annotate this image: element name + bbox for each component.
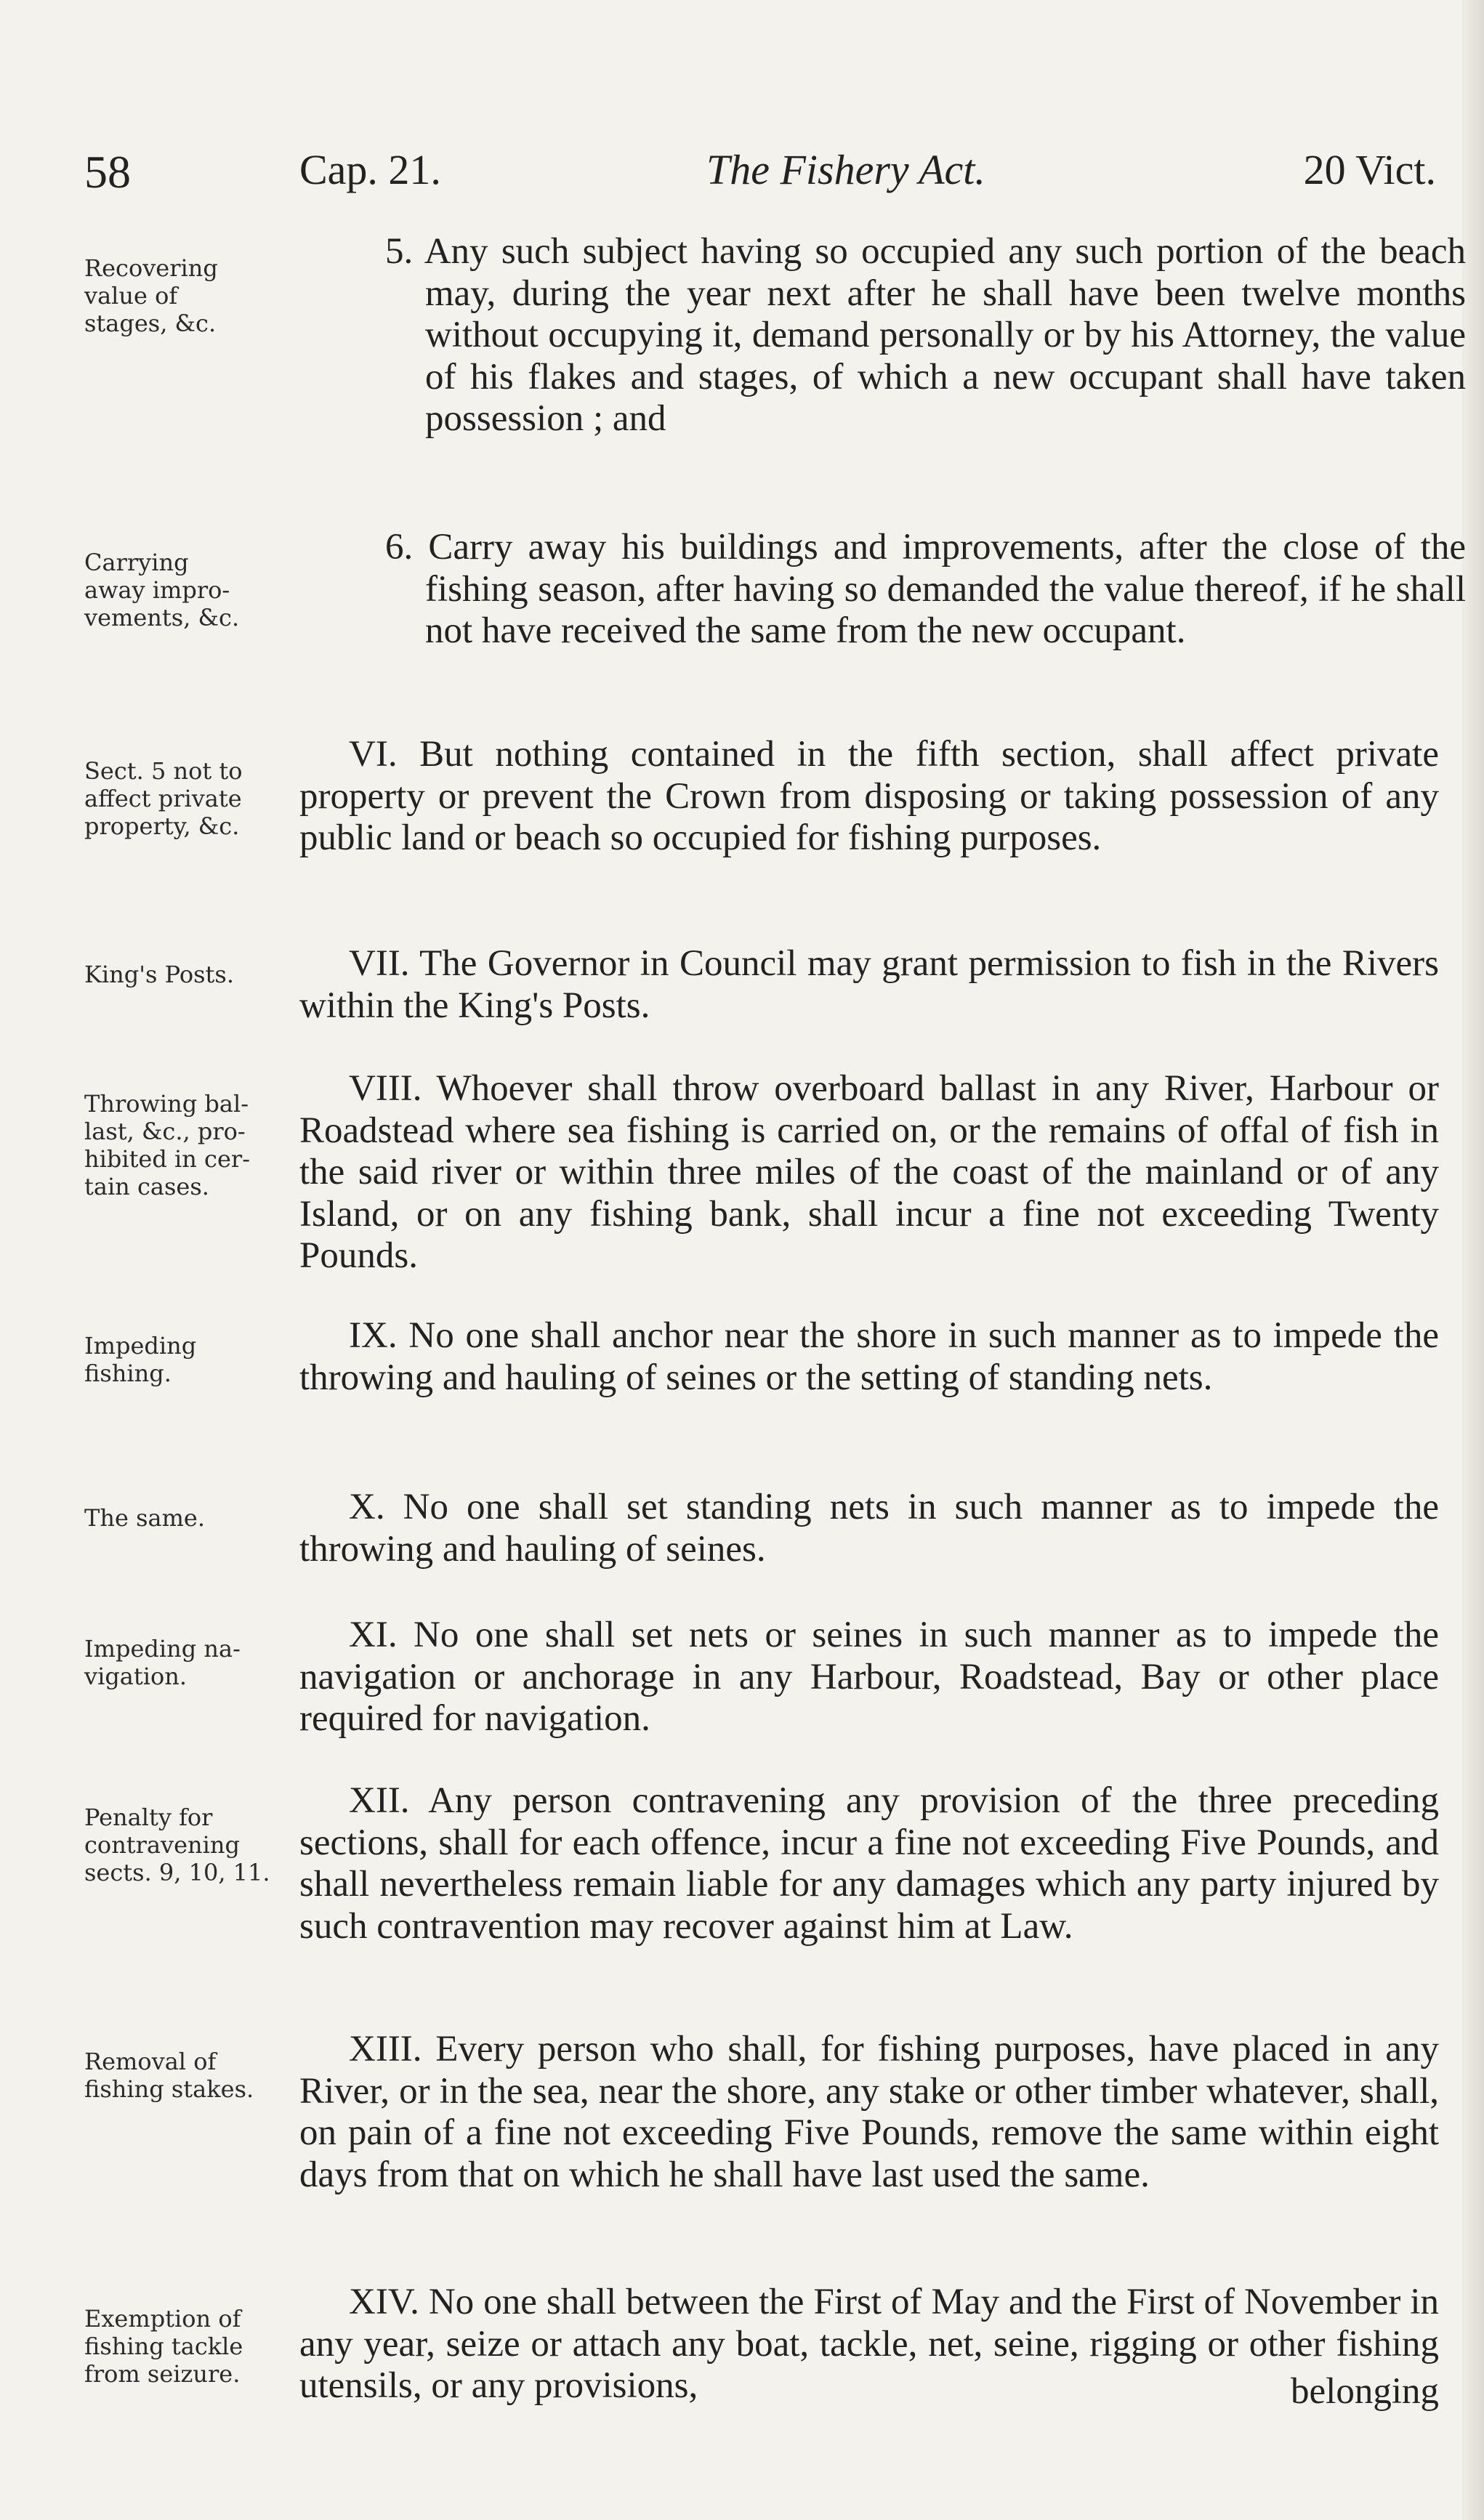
note-line: fishing tackle [84, 2333, 243, 2360]
note-line: hibited in cer- [84, 1145, 250, 1173]
note-line: away impro- [84, 576, 230, 604]
page-number: 58 [84, 146, 131, 198]
margin-note-impeding-fishing [84, 1332, 310, 1387]
paragraph-subsection-6: 6. Carry away his buildings and improvements, after the close of the fishing season, after having so demanded the value thereof, if he shall not have received the same from the new occupant. [385, 527, 1466, 651]
paragraph-section-xii: XII. Any person contravening any provision of the three preceding sections, shall for each offence, incur a fine not exceeding Five Pounds, and shall nevertheless remain liable for any damages which any party injured by such contravention may recover against him at Law. [299, 1780, 1439, 1947]
paragraph-section-xiv: XIV. No one shall between the First of May and the First of November in any year, seize or attach any boat, tackle, net, seine, rigging or other fishing utensils, or any provisions, [299, 2282, 1439, 2406]
note-line: fishing stakes. [84, 2075, 254, 2103]
note-line: value of [84, 282, 178, 310]
margin-note-recovering-value [84, 254, 310, 337]
paragraph-section-viii: VIII. Whoever shall throw overboard ballast in any River, Harbour or Roadstead where sea fishing is carried on, or the remains of offal of fish in the said river or within three miles of the coast of the mainland or of any Island, or on any fishing bank, shall incur a fine not exceeding Twenty Pounds. [299, 1068, 1439, 1276]
margin-note-throwing-ballast [84, 1090, 310, 1200]
note-line: Sect. 5 not to [84, 757, 243, 785]
catchword: belonging [1291, 2371, 1439, 2412]
running-title: The Fishery Act. [706, 146, 985, 193]
note-line: from seizure. [84, 2360, 241, 2388]
note-line: King's Posts. [84, 961, 234, 988]
paragraph-section-ix: IX. No one shall anchor near the shore in such manner as to impede the throwing and hauling of seines or the setting of standing nets. [299, 1315, 1439, 1398]
paragraph-section-xi: XI. No one shall set nets or seines in such manner as to impede the navigation or anchorage in any Harbour, Roadstead, Bay or other place required for navigation. [299, 1615, 1439, 1739]
chapter-label: Cap. 21. [299, 146, 441, 193]
regnal-year: 20 Vict. [1303, 146, 1436, 193]
note-line: Throwing bal- [84, 1090, 249, 1118]
note-line: sects. 9, 10, 11. [84, 1859, 270, 1886]
margin-note-the-same [84, 1504, 310, 1532]
margin-note-penalty [84, 1804, 310, 1886]
note-line: last, &c., pro- [84, 1118, 246, 1145]
note-line: Impeding [84, 1332, 197, 1360]
paragraph-section-x: X. No one shall set standing nets in such manner as to impede the throwing and hauling of seines. [299, 1487, 1439, 1570]
paragraph-subsection-5: 5. Any such subject having so occupied any such portion of the beach may, during the year next after he shall have been twelve months without occupying it, demand personally or by his Attorney, the value of his flakes and stages, of which a new occupant shall have taken possession ; and [385, 231, 1466, 439]
note-line: Penalty for [84, 1804, 213, 1831]
note-line: vements, &c. [84, 604, 240, 631]
margin-note-kings-posts [84, 961, 310, 988]
running-header [84, 145, 1436, 218]
note-line: affect private [84, 785, 242, 812]
note-line: Impeding na- [84, 1635, 241, 1663]
note-line: property, &c. [84, 812, 240, 840]
margin-note-sect5 [84, 757, 310, 840]
note-line: contravening [84, 1831, 240, 1859]
note-line: Removal of [84, 2048, 217, 2075]
paragraph-section-vii: VII. The Governor in Council may grant permission to fish in the Rivers within the King's Posts. [299, 943, 1439, 1026]
note-line: The same. [84, 1504, 206, 1532]
note-line: Carrying [84, 549, 189, 576]
margin-note-exemption [84, 2305, 310, 2388]
note-line: Recovering [84, 254, 218, 282]
note-line: tain cases. [84, 1173, 209, 1200]
note-line: stages, &c. [84, 310, 217, 337]
note-line: fishing. [84, 1360, 172, 1387]
paragraph-section-xiii: XIII. Every person who shall, for fishing purposes, have placed in any River, or in the sea, near the shore, any stake or other timber whatever, shall, on pain of a fine not exceeding Five Pounds, remove the same within eight days from that on which he shall have last used the same. [299, 2029, 1439, 2195]
margin-note-impeding-navigation [84, 1635, 310, 1690]
note-line: vigation. [84, 1663, 187, 1690]
note-line: Exemption of [84, 2305, 241, 2333]
paragraph-section-vi: VI. But nothing contained in the fifth section, shall affect private property or prevent the Crown from disposing or taking possession of any public land or beach so occupied for fishing purposes. [299, 734, 1439, 858]
margin-note-removal-stakes [84, 2048, 310, 2103]
margin-note-carrying-away [84, 549, 310, 631]
